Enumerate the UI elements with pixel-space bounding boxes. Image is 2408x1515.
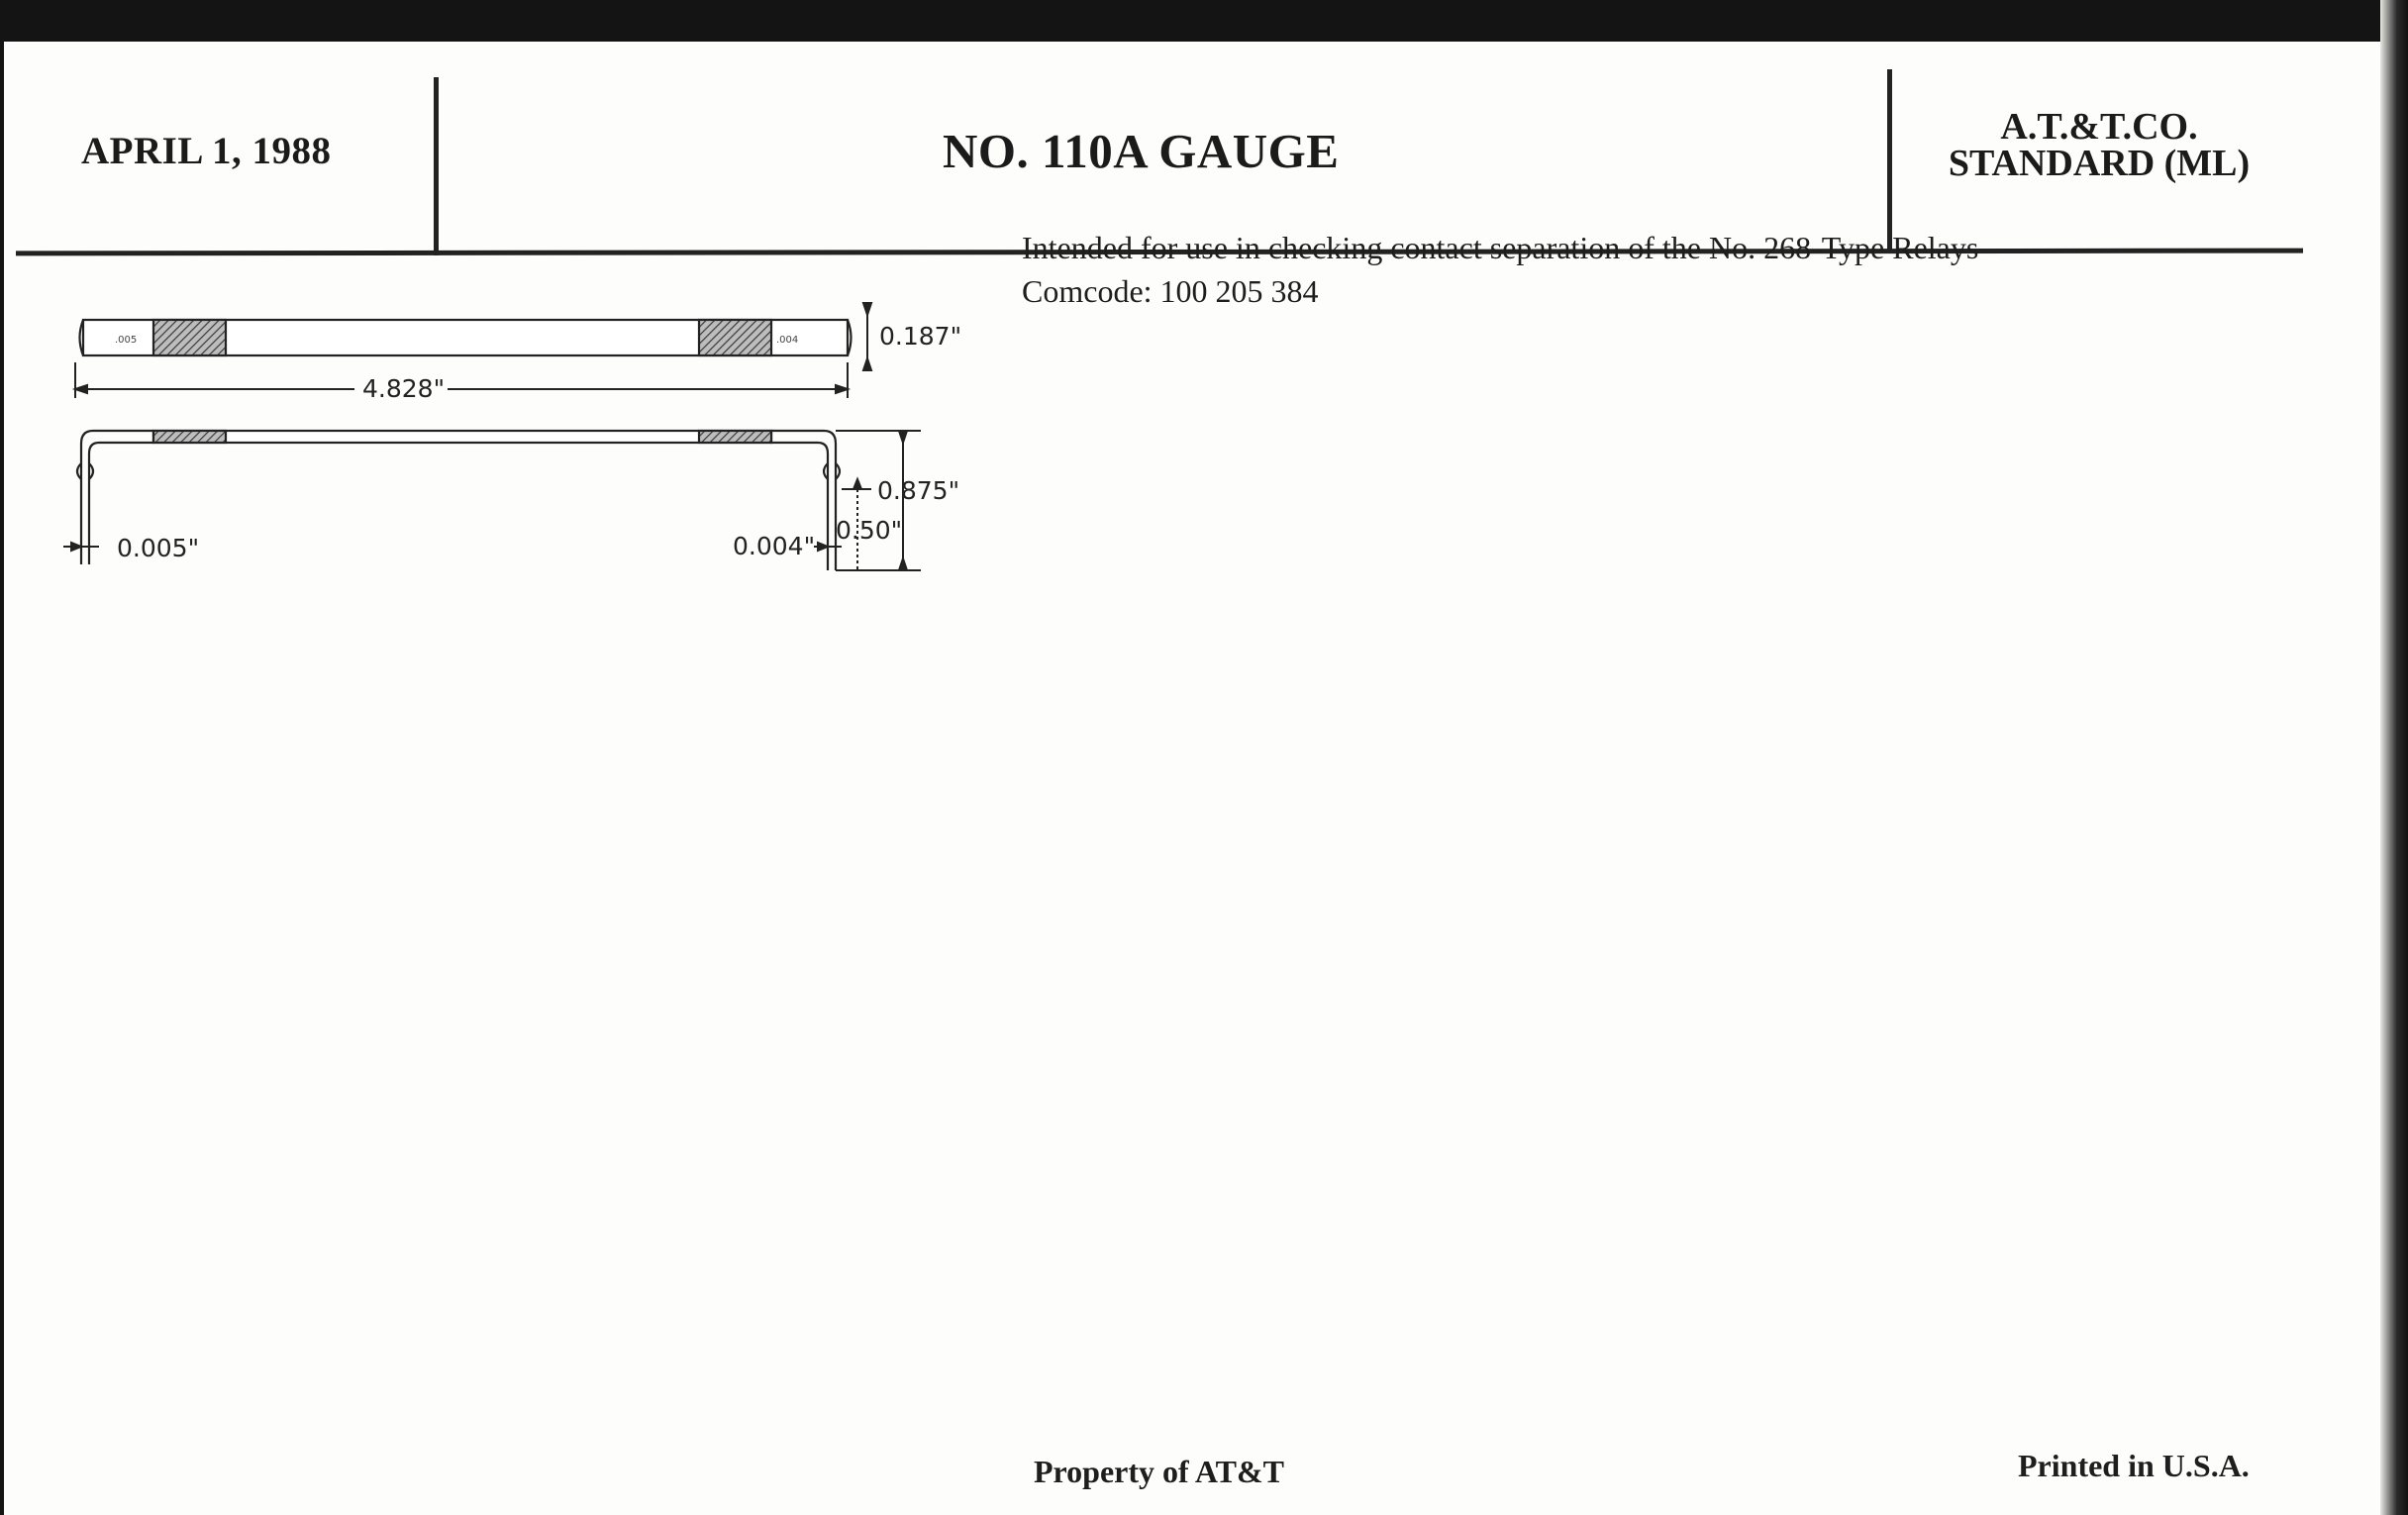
property-notice: Property of AT&T bbox=[1034, 1454, 1284, 1489]
thickness-label: 0.187" bbox=[879, 322, 962, 351]
right-grip-hatch bbox=[699, 320, 771, 355]
right-blade-mark: .004 bbox=[776, 335, 799, 346]
gauge-drawing bbox=[44, 259, 994, 636]
standard-designation bbox=[1921, 106, 2277, 184]
left-grip-hatch bbox=[153, 320, 226, 355]
standard-company: A.T.&T.CO. bbox=[2000, 106, 2198, 148]
right-side-hatch bbox=[699, 431, 771, 443]
right-blade-label: 0.004" bbox=[733, 532, 816, 560]
length-label: 4.828" bbox=[362, 374, 446, 403]
tab-label: 0.50" bbox=[836, 516, 903, 545]
issue-date: APRIL 1, 1988 bbox=[81, 130, 332, 172]
description bbox=[1022, 226, 1978, 313]
comcode: Comcode: 100 205 384 bbox=[1022, 273, 1319, 309]
length-dimension bbox=[75, 362, 848, 398]
scan-edge bbox=[2380, 0, 2408, 1515]
page-title: NO. 110A GAUGE bbox=[943, 124, 1340, 178]
left-side-hatch bbox=[153, 431, 226, 443]
description-text: Intended for use in checking contact separation of the No. 268-Type Relays bbox=[1022, 230, 1979, 265]
standard-type: STANDARD (ML) bbox=[1948, 143, 2251, 184]
thickness-dimension bbox=[863, 303, 871, 370]
printed-notice: Printed in U.S.A. bbox=[2018, 1448, 2250, 1483]
header-divider-left bbox=[434, 77, 439, 255]
height-label: 0.875" bbox=[877, 476, 960, 505]
standard-sheet bbox=[4, 42, 2380, 1515]
left-blade-label: 0.005" bbox=[117, 534, 200, 562]
gauge-top-view bbox=[80, 320, 852, 355]
left-blade-mark: .005 bbox=[115, 335, 138, 346]
